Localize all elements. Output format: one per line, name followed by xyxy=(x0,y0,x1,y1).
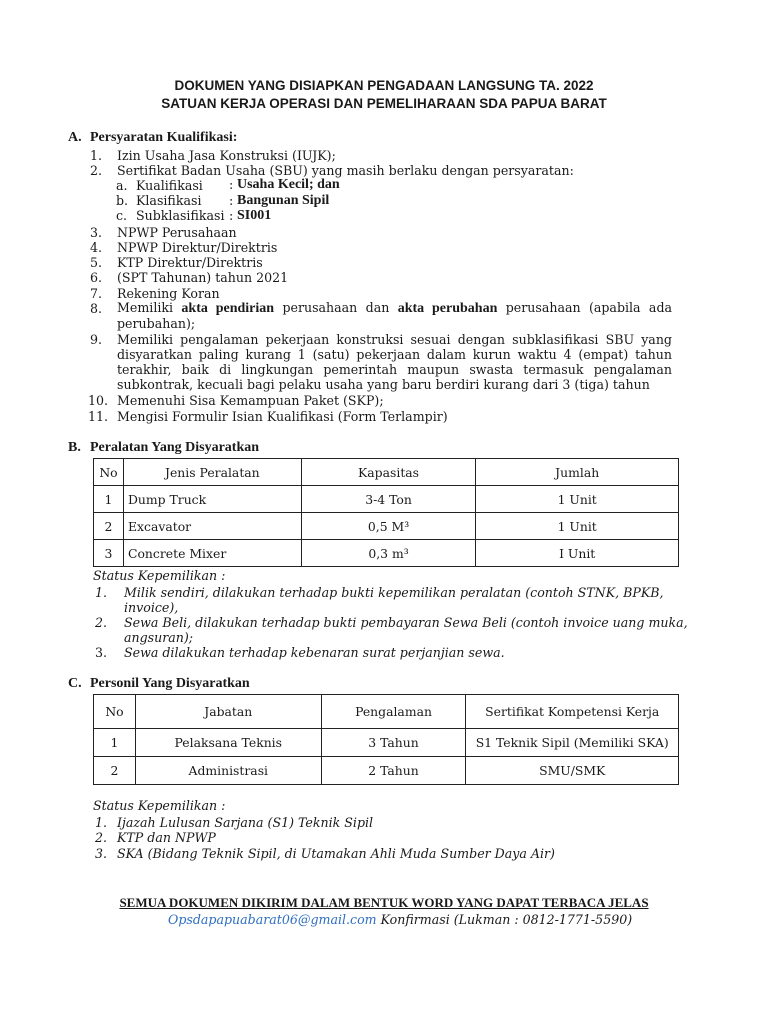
sub-subklasifikasi-value: SI001 xyxy=(237,208,272,223)
table-cell: 3 Tahun xyxy=(321,729,466,757)
sub-subklasifikasi-label: Subklasifikasi xyxy=(136,208,225,223)
section-c-letter: C. xyxy=(68,676,82,691)
status-sewa-beli-cont: angsuran); xyxy=(124,630,194,645)
table-cell: SMU/SMK xyxy=(466,757,679,785)
equipment-table xyxy=(93,458,679,567)
item-akta-perubahan: akta perubahan xyxy=(397,301,498,316)
status-kepemilikan-title: Status Kepemilikan : xyxy=(93,798,226,813)
footer-notice: SEMUA DOKUMEN DIKIRIM DALAM BENTUK WORD YANG DAPAT TERBACA JELAS xyxy=(119,895,649,910)
item-iujk: Izin Usaha Jasa Konstruksi (IUJK); xyxy=(117,148,336,163)
table-cell: 1 Unit xyxy=(476,486,679,513)
table-cell: 3-4 Ton xyxy=(301,486,476,513)
sub-kualifikasi-label: Kualifikasi xyxy=(136,178,203,193)
sub-letter: c. xyxy=(116,208,128,223)
table-row xyxy=(94,486,679,513)
table-cell: Administrasi xyxy=(135,757,321,785)
section-c-heading xyxy=(68,676,250,692)
sub-letter: a. xyxy=(116,178,128,193)
header-cell: Kapasitas xyxy=(301,459,476,486)
table-cell: Excavator xyxy=(123,513,301,540)
table-row xyxy=(94,729,679,757)
table-cell: 2 xyxy=(94,757,136,785)
email-link[interactable]: Opsdapapuabarat06@gmail.com xyxy=(168,912,377,927)
sub-separator: : xyxy=(229,208,234,223)
section-a-heading xyxy=(68,130,237,146)
status-milik-sendiri-cont: invoice), xyxy=(124,600,179,615)
personnel-table xyxy=(93,694,679,785)
table-cell: S1 Teknik Sipil (Memiliki SKA) xyxy=(466,729,679,757)
item-number: 2. xyxy=(90,163,103,178)
table-row xyxy=(94,513,679,540)
table-header-row xyxy=(94,695,679,729)
status-sewa: Sewa dilakukan terhadap kebenaran surat perjanjian sewa. xyxy=(124,645,505,660)
header-cell: Jenis Peralatan xyxy=(123,459,301,486)
item-number: 1. xyxy=(95,585,108,600)
item-akta-pre: Memiliki xyxy=(117,300,182,315)
table-cell: 0,5 M³ xyxy=(301,513,476,540)
item-number: 1. xyxy=(95,815,108,830)
table-row xyxy=(94,757,679,785)
table-cell: I Unit xyxy=(476,540,679,567)
header-cell: Pengalaman xyxy=(321,695,466,729)
item-akta-mid: perusahaan dan xyxy=(274,300,398,315)
item-npwp-direktur: NPWP Direktur/Direktris xyxy=(117,240,278,255)
header-cell: Sertifikat Kompetensi Kerja xyxy=(466,695,679,729)
item-formulir: Mengisi Formulir Isian Kualifikasi (Form Terlampir) xyxy=(117,409,448,424)
sub-kualifikasi-value: Usaha Kecil; dan xyxy=(237,177,340,192)
section-b-heading xyxy=(68,440,259,456)
table-cell: Dump Truck xyxy=(123,486,301,513)
status-ktp-npwp: KTP dan NPWP xyxy=(117,830,216,845)
item-number: 3. xyxy=(90,225,103,240)
item-number: 2. xyxy=(95,615,108,630)
item-number: 11. xyxy=(88,409,109,424)
item-number: 1. xyxy=(90,148,103,163)
item-number: 7. xyxy=(90,286,103,301)
item-akta xyxy=(117,300,672,331)
table-header-row xyxy=(94,459,679,486)
section-a-letter: A. xyxy=(68,130,82,145)
status-ska: SKA (Bidang Teknik Sipil, di Utamakan Ahli Muda Sumber Daya Air) xyxy=(117,846,555,861)
confirmation-contact: Konfirmasi (Lukman : 0812-1771-5590) xyxy=(376,912,633,927)
item-sbu: Sertifikat Badan Usaha (SBU) yang masih berlaku dengan persyaratan: xyxy=(117,163,574,178)
section-b-letter: B. xyxy=(68,440,81,455)
header-cell: Jabatan xyxy=(135,695,321,729)
table-cell: Concrete Mixer xyxy=(123,540,301,567)
status-sewa-beli: Sewa Beli, dilakukan terhadap bukti pembayaran Sewa Beli (contoh invoice uang muka, xyxy=(124,615,688,630)
item-akta-post: perusahaan (apabila ada perubahan); xyxy=(117,300,673,331)
table-cell: 1 xyxy=(94,486,124,513)
table-cell: 1 Unit xyxy=(476,513,679,540)
header-cell: No xyxy=(94,695,136,729)
item-skp: Memenuhi Sisa Kemampuan Paket (SKP); xyxy=(117,393,384,408)
table-row xyxy=(94,540,679,567)
item-ktp-direktur: KTP Direktur/Direktris xyxy=(117,255,263,270)
document-title-line1: DOKUMEN YANG DISIAPKAN PENGADAAN LANGSUNG TA. 2022 xyxy=(174,78,594,93)
item-pengalaman: Memiliki pengalaman pekerjaan konstruksi sesuai dengan subklasifikasi SBU yang disyaratkan paling kurang 1 (satu) pekerjaan dalam kurun waktu 4 (empat) tahun terakhir, baik di lingkungan pemerintah maupun swasta termasuk pengalaman subkontrak, kecuali bagi pelaku usaha yang baru berdiri kurang dari 3 (tiga) tahun xyxy=(117,332,672,392)
item-number: 9. xyxy=(90,332,103,347)
item-number: 6. xyxy=(90,270,103,285)
item-number: 3. xyxy=(95,846,108,861)
sub-separator: : xyxy=(229,177,234,192)
table-cell: 3 xyxy=(94,540,124,567)
item-number: 5. xyxy=(90,255,103,270)
item-number: 4. xyxy=(90,240,103,255)
sub-klasifikasi-value: Bangunan Sipil xyxy=(237,193,330,208)
item-number: 10. xyxy=(88,393,109,408)
item-spt-tahunan: (SPT Tahunan) tahun 2021 xyxy=(117,270,289,285)
status-kepemilikan-title: Status Kepemilikan : xyxy=(93,568,226,583)
status-milik-sendiri: Milik sendiri, dilakukan terhadap bukti kepemilikan peralatan (contoh STNK, BPKB, xyxy=(124,585,664,600)
table-cell: 0,3 m³ xyxy=(301,540,476,567)
table-cell: 2 Tahun xyxy=(321,757,466,785)
item-number: 3. xyxy=(95,645,108,660)
table-cell: 2 xyxy=(94,513,124,540)
sub-klasifikasi-label: Klasifikasi xyxy=(136,193,202,208)
item-akta-pendirian: akta pendirian xyxy=(181,301,275,316)
item-number: 2. xyxy=(95,830,108,845)
section-b-title: Peralatan Yang Disyaratkan xyxy=(90,440,260,455)
status-ijazah: Ijazah Lulusan Sarjana (S1) Teknik Sipil xyxy=(117,815,374,830)
header-cell: Jumlah xyxy=(476,459,679,486)
item-number: 8. xyxy=(90,301,103,316)
table-cell: 1 xyxy=(94,729,136,757)
section-a-title: Persyaratan Kualifikasi: xyxy=(90,130,238,145)
contact-line xyxy=(168,912,632,927)
sub-letter: b. xyxy=(116,193,129,208)
document-title-line2: SATUAN KERJA OPERASI DAN PEMELIHARAAN SDA PAPUA BARAT xyxy=(161,96,607,111)
header-cell: No xyxy=(94,459,124,486)
item-rekening-koran: Rekening Koran xyxy=(117,286,220,301)
sub-separator: : xyxy=(229,193,234,208)
item-npwp-perusahaan: NPWP Perusahaan xyxy=(117,225,237,240)
table-cell: Pelaksana Teknis xyxy=(135,729,321,757)
section-c-title: Personil Yang Disyaratkan xyxy=(90,676,250,691)
